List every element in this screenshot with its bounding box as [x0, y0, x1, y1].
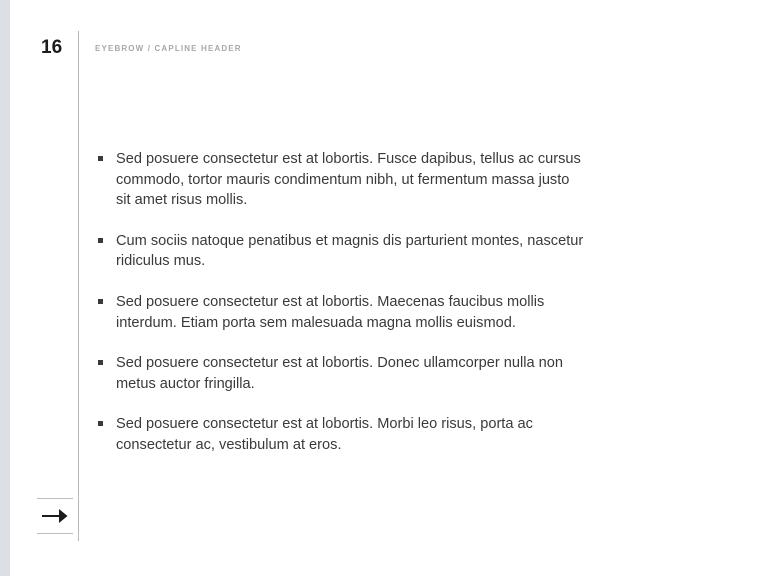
divider-bottom	[37, 533, 73, 534]
list-item	[98, 292, 584, 333]
square-bullet-icon	[98, 360, 103, 365]
column-divider	[78, 31, 79, 541]
page-number: 16	[41, 37, 63, 58]
list-item-text: Sed posuere consectetur est at lobortis. Morbi leo risus, porta ac consectetur ac, vestibulum at eros.	[116, 416, 533, 453]
square-bullet-icon	[98, 238, 103, 243]
bullet-list	[98, 149, 584, 456]
square-bullet-icon	[98, 299, 103, 304]
list-item	[98, 414, 584, 455]
list-item-text: Sed posuere consectetur est at lobortis. Donec ullamcorper nulla non metus auctor fringilla.	[116, 355, 563, 392]
list-item-text: Sed posuere consectetur est at lobortis. Fusce dapibus, tellus ac cursus commodo, tortor mauris condimentum nibh, ut fermentum massa justo sit amet risus mollis.	[116, 151, 581, 209]
list-item	[98, 231, 584, 272]
list-item	[98, 149, 584, 211]
list-item-text: Cum sociis natoque penatibus et magnis dis parturient montes, nascetur ridiculus mus.	[116, 232, 584, 270]
list-item	[98, 353, 584, 394]
left-edge-strip	[0, 0, 10, 576]
list-item-text: Sed posuere consectetur est at lobortis. Maecenas faucibus mollis interdum. Etiam porta sem malesuada magna mollis euismod.	[116, 293, 545, 331]
next-slide-button[interactable]	[37, 498, 73, 534]
square-bullet-icon	[98, 421, 103, 426]
eyebrow-header: EYEBROW / CAPLINE HEADER	[95, 44, 242, 53]
arrow-right-icon[interactable]	[37, 499, 73, 533]
square-bullet-icon	[98, 156, 103, 161]
